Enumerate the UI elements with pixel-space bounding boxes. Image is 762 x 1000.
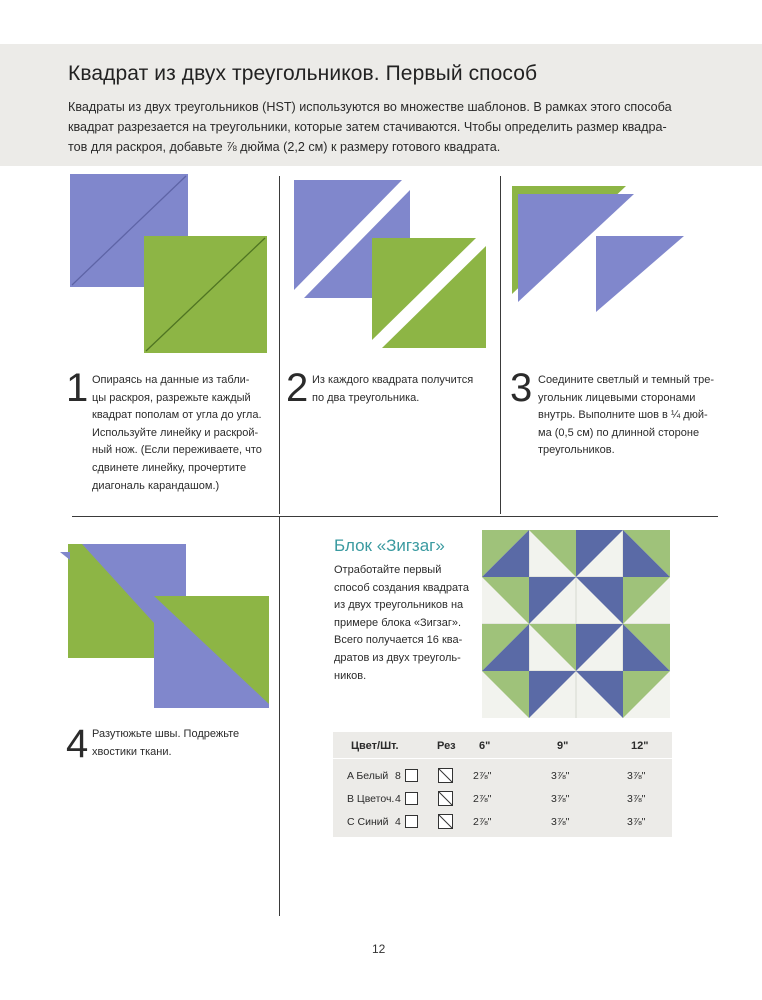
step1-line: сдвинете линейку, прочертите <box>92 461 247 474</box>
step2-line: по два треугольника. <box>312 391 420 404</box>
block-line: Отработайте первый <box>334 564 442 576</box>
block-line: из двух треугольников на <box>334 599 464 612</box>
table-row-12in: 3⅞" <box>627 816 646 828</box>
step3-line: ма (0,5 см) по длинной стороне <box>538 426 700 439</box>
cutting-table <box>333 732 672 837</box>
diagonal-cut-icon <box>438 791 453 806</box>
step2-illustration <box>290 176 490 358</box>
table-row-6in: 2⅞" <box>473 793 492 805</box>
divider-v3 <box>279 516 280 916</box>
step2-number: 2 <box>286 366 309 410</box>
divider-h <box>72 516 718 517</box>
table-row-count: 8 <box>395 770 401 782</box>
table-header-6in: 6" <box>479 740 491 752</box>
page-number: 12 <box>372 942 386 956</box>
step4-line: хвостики ткани. <box>92 745 172 758</box>
step3-line: внутрь. Выполните шов в ¼ дюй- <box>538 409 708 422</box>
table-row-count: 4 <box>395 816 401 828</box>
table-row-12in: 3⅞" <box>627 793 646 805</box>
table-row-label: A Белый <box>347 770 389 782</box>
block-line: Всего получается 16 ква- <box>334 634 463 647</box>
block-title: Блок «Зигзаг» <box>334 536 445 555</box>
block-line: дратов из двух треуголь- <box>334 651 461 664</box>
table-row-label: C Синий <box>347 816 389 828</box>
intro-line: квадрат разрезается на треугольники, которые затем стачиваются. Чтобы определить размер квадра- <box>68 120 667 134</box>
step1-line: Используйте линейку и раскрой- <box>92 426 259 439</box>
step1-line: Опираясь на данные из табли- <box>92 374 250 386</box>
step1-number: 1 <box>66 366 89 410</box>
step1-text <box>92 372 277 495</box>
step1-line: квадрат пополам от угла до угла. <box>92 409 262 422</box>
step1-illustration <box>66 170 276 360</box>
table-row-label: B Цветоч. <box>347 793 395 805</box>
step4-number: 4 <box>66 722 89 766</box>
step1-line: ный нож. (Если переживаете, что <box>92 444 262 457</box>
step2-text <box>312 372 497 407</box>
step2-line: Из каждого квадрата получится <box>312 374 474 386</box>
table-header-cut: Рез <box>437 740 456 752</box>
table-row-6in: 2⅞" <box>473 816 492 828</box>
zigzag-block-image <box>482 530 670 718</box>
divider-v1 <box>279 176 280 514</box>
table-row-9in: 3⅞" <box>551 816 570 828</box>
intro-line: Квадраты из двух треугольников (HST) используются во множестве шаблонов. В рамках этого способа <box>68 100 672 114</box>
intro-paragraph <box>68 97 718 157</box>
block-line: способ создания квадрата <box>334 581 469 594</box>
divider-v2 <box>500 176 501 514</box>
table-row-count: 4 <box>395 793 401 805</box>
step4-illustration <box>58 538 278 708</box>
table-header-color: Цвет/Шт. <box>351 740 399 752</box>
table-row-6in: 2⅞" <box>473 770 492 782</box>
step4-text <box>92 726 277 761</box>
block-line: ников. <box>334 669 367 682</box>
table-header-9in: 9" <box>557 740 569 752</box>
table-row-12in: 3⅞" <box>627 770 646 782</box>
step4-line: Разутюжьте швы. Подрежьте <box>92 728 240 740</box>
table-row-9in: 3⅞" <box>551 793 570 805</box>
intro-line: тов для раскроя, добавьте ⅞ дюйма (2,2 см) к размеру готового квадрата. <box>68 140 501 154</box>
step3-line: Соедините светлый и темный тре- <box>538 374 715 386</box>
step3-illustration <box>508 182 718 312</box>
checkbox-square <box>405 792 418 805</box>
block-description <box>334 562 474 685</box>
table-header-12in: 12" <box>631 740 649 752</box>
checkbox-square <box>405 815 418 828</box>
diagonal-cut-icon <box>438 814 453 829</box>
diagonal-cut-icon <box>438 768 453 783</box>
checkbox-square <box>405 769 418 782</box>
step3-line: треугольников. <box>538 444 615 457</box>
step3-text <box>538 372 723 460</box>
block-line: примере блока «Зигзаг». <box>334 616 462 629</box>
step1-line: цы раскроя, разрежьте каждый <box>92 391 251 404</box>
page-title: Квадрат из двух треугольников. Первый способ <box>68 62 538 85</box>
step3-line: угольник лицевыми сторонами <box>538 391 696 404</box>
step3-number: 3 <box>510 366 533 410</box>
table-row-9in: 3⅞" <box>551 770 570 782</box>
step1-line: диагональ карандашом.) <box>92 479 220 492</box>
table-header-separator <box>333 758 672 759</box>
